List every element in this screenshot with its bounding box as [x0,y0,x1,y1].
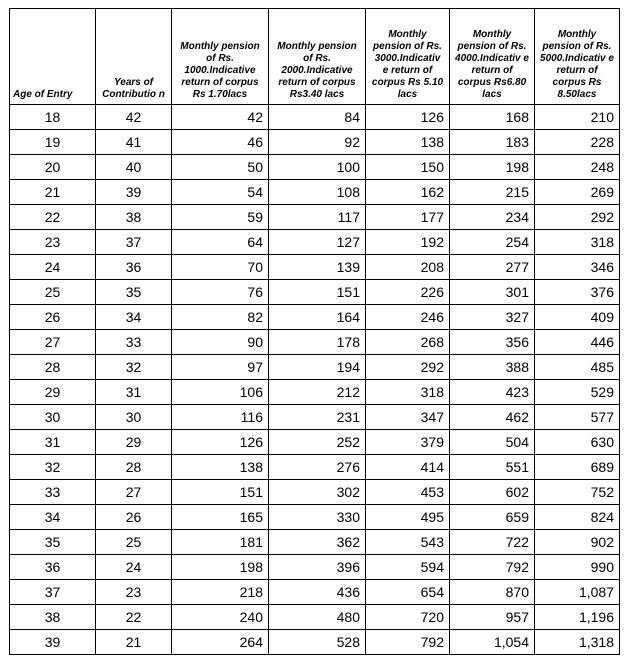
cell-pension-5000: 248 [535,155,620,180]
table-row [10,580,620,605]
cell-years-of-contribution: 40 [96,155,172,180]
cell-pension-4000: 388 [450,355,535,380]
cell-pension-4000: 198 [450,155,535,180]
table-row [10,480,620,505]
header-years-of-contribution: Years of Contributio n [96,9,172,105]
cell-years-of-contribution: 38 [96,205,172,230]
cell-pension-2000: 276 [269,455,366,480]
cell-age-of-entry: 19 [10,130,96,155]
cell-pension-1000: 198 [172,555,269,580]
cell-pension-3000: 720 [366,605,450,630]
table-row [10,380,620,405]
cell-pension-4000: 551 [450,455,535,480]
cell-pension-5000: 1,087 [535,580,620,605]
cell-years-of-contribution: 29 [96,430,172,455]
cell-pension-5000: 292 [535,205,620,230]
cell-age-of-entry: 25 [10,280,96,305]
cell-pension-1000: 181 [172,530,269,555]
cell-pension-1000: 82 [172,305,269,330]
cell-age-of-entry: 34 [10,505,96,530]
cell-age-of-entry: 35 [10,530,96,555]
table-row [10,630,620,655]
cell-years-of-contribution: 28 [96,455,172,480]
cell-years-of-contribution: 36 [96,255,172,280]
cell-pension-3000: 318 [366,380,450,405]
cell-pension-2000: 108 [269,180,366,205]
cell-age-of-entry: 37 [10,580,96,605]
cell-pension-3000: 208 [366,255,450,280]
header-pension-5000: Monthly pension of Rs. 5000.Indicativ e return of corpus Rs 8.50lacs [535,9,620,105]
cell-years-of-contribution: 25 [96,530,172,555]
cell-pension-3000: 268 [366,330,450,355]
cell-pension-4000: 183 [450,130,535,155]
table-row [10,430,620,455]
cell-pension-4000: 423 [450,380,535,405]
table-row [10,555,620,580]
table-row [10,180,620,205]
table-row [10,605,620,630]
cell-pension-2000: 117 [269,205,366,230]
cell-pension-4000: 504 [450,430,535,455]
cell-pension-1000: 90 [172,330,269,355]
cell-years-of-contribution: 26 [96,505,172,530]
cell-pension-4000: 870 [450,580,535,605]
cell-pension-2000: 127 [269,230,366,255]
cell-pension-2000: 194 [269,355,366,380]
cell-pension-2000: 84 [269,105,366,130]
cell-age-of-entry: 26 [10,305,96,330]
cell-pension-3000: 792 [366,630,450,655]
cell-pension-5000: 269 [535,180,620,205]
cell-pension-1000: 46 [172,130,269,155]
cell-years-of-contribution: 42 [96,105,172,130]
cell-pension-1000: 70 [172,255,269,280]
table-row [10,155,620,180]
cell-pension-5000: 630 [535,430,620,455]
cell-pension-1000: 42 [172,105,269,130]
table-row [10,305,620,330]
header-pension-3000: Monthly pension of Rs. 3000.Indicativ e return of corpus Rs 5.10 lacs [366,9,450,105]
cell-pension-4000: 215 [450,180,535,205]
cell-age-of-entry: 21 [10,180,96,205]
cell-years-of-contribution: 39 [96,180,172,205]
cell-pension-4000: 722 [450,530,535,555]
cell-pension-5000: 210 [535,105,620,130]
cell-pension-3000: 453 [366,480,450,505]
header-age-of-entry: Age of Entry [10,9,96,105]
cell-years-of-contribution: 33 [96,330,172,355]
cell-age-of-entry: 31 [10,430,96,455]
table-row [10,280,620,305]
cell-pension-4000: 301 [450,280,535,305]
cell-pension-2000: 231 [269,405,366,430]
cell-pension-3000: 414 [366,455,450,480]
cell-pension-3000: 192 [366,230,450,255]
cell-pension-5000: 577 [535,405,620,430]
cell-pension-3000: 543 [366,530,450,555]
cell-pension-3000: 226 [366,280,450,305]
cell-pension-5000: 1,196 [535,605,620,630]
cell-years-of-contribution: 21 [96,630,172,655]
cell-pension-2000: 164 [269,305,366,330]
cell-pension-1000: 218 [172,580,269,605]
cell-pension-5000: 1,318 [535,630,620,655]
cell-pension-4000: 327 [450,305,535,330]
cell-pension-3000: 292 [366,355,450,380]
cell-pension-5000: 990 [535,555,620,580]
header-row [10,9,620,105]
cell-pension-1000: 240 [172,605,269,630]
cell-pension-5000: 689 [535,455,620,480]
cell-years-of-contribution: 32 [96,355,172,380]
cell-age-of-entry: 39 [10,630,96,655]
table-row [10,530,620,555]
cell-pension-3000: 379 [366,430,450,455]
cell-age-of-entry: 33 [10,480,96,505]
cell-pension-4000: 792 [450,555,535,580]
cell-years-of-contribution: 34 [96,305,172,330]
table-row [10,255,620,280]
cell-years-of-contribution: 27 [96,480,172,505]
cell-pension-1000: 54 [172,180,269,205]
cell-age-of-entry: 23 [10,230,96,255]
table-row [10,405,620,430]
cell-pension-3000: 654 [366,580,450,605]
cell-pension-5000: 318 [535,230,620,255]
cell-pension-3000: 138 [366,130,450,155]
cell-pension-3000: 162 [366,180,450,205]
cell-years-of-contribution: 22 [96,605,172,630]
cell-pension-4000: 254 [450,230,535,255]
cell-age-of-entry: 20 [10,155,96,180]
header-pension-1000: Monthly pension of Rs. 1000.Indicative return of corpus Rs 1.70lacs [172,9,269,105]
cell-pension-1000: 76 [172,280,269,305]
cell-age-of-entry: 18 [10,105,96,130]
cell-pension-3000: 246 [366,305,450,330]
cell-pension-4000: 659 [450,505,535,530]
cell-pension-4000: 1,054 [450,630,535,655]
cell-pension-4000: 168 [450,105,535,130]
cell-pension-3000: 150 [366,155,450,180]
cell-age-of-entry: 36 [10,555,96,580]
pension-table [9,8,620,655]
cell-pension-1000: 264 [172,630,269,655]
cell-years-of-contribution: 31 [96,380,172,405]
cell-pension-5000: 529 [535,380,620,405]
cell-pension-3000: 347 [366,405,450,430]
cell-pension-1000: 64 [172,230,269,255]
cell-pension-5000: 824 [535,505,620,530]
cell-years-of-contribution: 24 [96,555,172,580]
table-body [10,105,620,655]
cell-pension-1000: 106 [172,380,269,405]
cell-pension-4000: 462 [450,405,535,430]
cell-pension-5000: 228 [535,130,620,155]
cell-age-of-entry: 38 [10,605,96,630]
cell-pension-5000: 485 [535,355,620,380]
cell-age-of-entry: 29 [10,380,96,405]
cell-years-of-contribution: 30 [96,405,172,430]
cell-pension-5000: 752 [535,480,620,505]
cell-age-of-entry: 28 [10,355,96,380]
cell-pension-1000: 116 [172,405,269,430]
cell-pension-1000: 50 [172,155,269,180]
cell-pension-3000: 495 [366,505,450,530]
cell-pension-3000: 594 [366,555,450,580]
table-row [10,355,620,380]
table-row [10,205,620,230]
cell-pension-1000: 165 [172,505,269,530]
table-row [10,105,620,130]
cell-pension-5000: 409 [535,305,620,330]
cell-pension-2000: 396 [269,555,366,580]
cell-pension-2000: 100 [269,155,366,180]
cell-age-of-entry: 30 [10,405,96,430]
cell-pension-4000: 356 [450,330,535,355]
cell-pension-2000: 528 [269,630,366,655]
cell-pension-2000: 212 [269,380,366,405]
cell-pension-4000: 602 [450,480,535,505]
cell-pension-2000: 151 [269,280,366,305]
cell-pension-4000: 234 [450,205,535,230]
cell-pension-2000: 92 [269,130,366,155]
table-row [10,455,620,480]
cell-pension-1000: 59 [172,205,269,230]
cell-pension-5000: 376 [535,280,620,305]
table-row [10,505,620,530]
cell-pension-2000: 252 [269,430,366,455]
cell-years-of-contribution: 37 [96,230,172,255]
cell-pension-1000: 97 [172,355,269,380]
cell-years-of-contribution: 35 [96,280,172,305]
cell-pension-4000: 957 [450,605,535,630]
table-row [10,230,620,255]
cell-pension-5000: 346 [535,255,620,280]
cell-pension-1000: 126 [172,430,269,455]
cell-pension-1000: 151 [172,480,269,505]
cell-pension-2000: 178 [269,330,366,355]
cell-pension-2000: 139 [269,255,366,280]
header-pension-2000: Monthly pension of Rs. 2000.Indicative return of corpus Rs3.40 lacs [269,9,366,105]
cell-age-of-entry: 27 [10,330,96,355]
cell-pension-3000: 126 [366,105,450,130]
table-row [10,130,620,155]
cell-pension-2000: 302 [269,480,366,505]
table-row [10,330,620,355]
cell-years-of-contribution: 41 [96,130,172,155]
cell-pension-2000: 436 [269,580,366,605]
cell-age-of-entry: 24 [10,255,96,280]
cell-pension-5000: 902 [535,530,620,555]
cell-pension-5000: 446 [535,330,620,355]
cell-pension-3000: 177 [366,205,450,230]
cell-age-of-entry: 32 [10,455,96,480]
cell-years-of-contribution: 23 [96,580,172,605]
cell-age-of-entry: 22 [10,205,96,230]
cell-pension-1000: 138 [172,455,269,480]
cell-pension-2000: 480 [269,605,366,630]
cell-pension-2000: 330 [269,505,366,530]
header-pension-4000: Monthly pension of Rs. 4000.Indicativ e return of corpus Rs6.80 lacs [450,9,535,105]
cell-pension-4000: 277 [450,255,535,280]
cell-pension-2000: 362 [269,530,366,555]
